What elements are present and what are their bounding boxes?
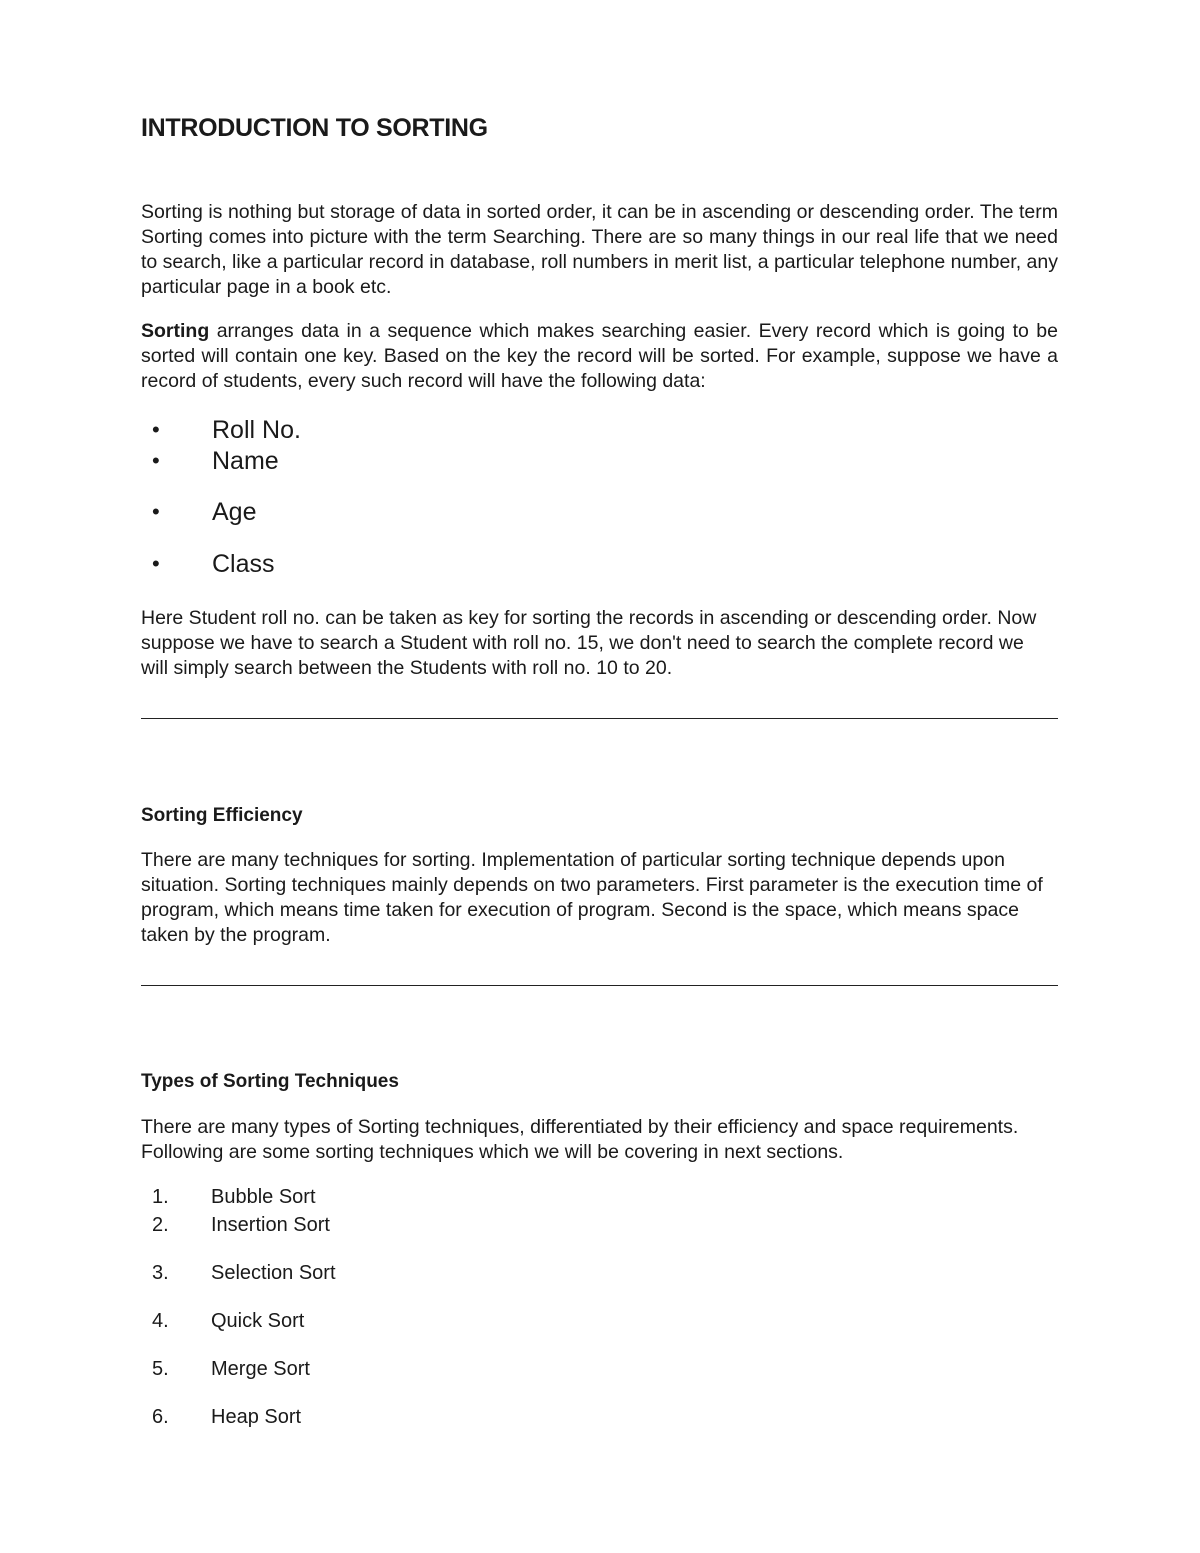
sorting-description: arranges data in a sequence which makes searching easier. Every record which is going to be sorted will contain one key. Based on the key the record will be sorted. For example, suppose we have a record of students, every such record will have the following data: xyxy=(141,320,1058,392)
list-item-label: Age xyxy=(212,498,257,526)
bullet-icon: • xyxy=(152,551,160,576)
section-heading: Sorting Efficiency xyxy=(141,805,303,826)
list-item-label: Quick Sort xyxy=(211,1310,305,1332)
list-item-label: Class xyxy=(212,550,275,578)
list-item-label: Selection Sort xyxy=(211,1262,336,1284)
list-item-label: Insertion Sort xyxy=(211,1214,330,1236)
list-number: 6. xyxy=(152,1406,169,1428)
list-item-label: Bubble Sort xyxy=(211,1186,316,1208)
list-number: 1. xyxy=(152,1186,169,1208)
efficiency-paragraph: There are many techniques for sorting. Implementation of particular sorting technique depends upon situation. Sorting techniques mainly depends on two parameters. First parameter is the execution time of program, which means time taken for execution of program. Second is the space, which means space taken by the program. xyxy=(141,849,1043,946)
list-number: 2. xyxy=(152,1214,169,1236)
list-number: 5. xyxy=(152,1358,169,1380)
bullet-icon: • xyxy=(152,417,160,442)
sorting-term: Sorting xyxy=(141,320,210,342)
list-item-label: Name xyxy=(212,447,279,475)
types-paragraph: There are many types of Sorting techniques, differentiated by their efficiency and space requirements. Following are some sorting techniques which we will be covering in next sections. xyxy=(141,1116,1019,1163)
key-paragraph: Here Student roll no. can be taken as key for sorting the records in ascending or descending order. Now suppose we have to search a Student with roll no. 15, we don't need to search the complete record we will simply search between the Students with roll no. 10 to 20. xyxy=(141,607,1037,679)
sorting-paragraph xyxy=(141,319,1058,394)
section-divider xyxy=(141,718,1058,719)
list-item-label: Roll No. xyxy=(212,416,301,444)
bullet-icon: • xyxy=(152,499,160,524)
section-heading: Types of Sorting Techniques xyxy=(141,1071,399,1092)
list-item-label: Merge Sort xyxy=(211,1358,310,1380)
intro-paragraph: Sorting is nothing but storage of data in sorted order, it can be in ascending or descending order. The term Sorting comes into picture with the term Searching. There are so many things in our real life that we need to search, like a particular record in database, roll numbers in merit list, a particular telephone number, any particular page in a book etc. xyxy=(141,201,1058,298)
list-number: 4. xyxy=(152,1310,169,1332)
bullet-icon: • xyxy=(152,448,160,473)
list-number: 3. xyxy=(152,1262,169,1284)
document-title: INTRODUCTION TO SORTING xyxy=(141,114,488,142)
section-divider xyxy=(141,985,1058,986)
list-item-label: Heap Sort xyxy=(211,1406,302,1428)
